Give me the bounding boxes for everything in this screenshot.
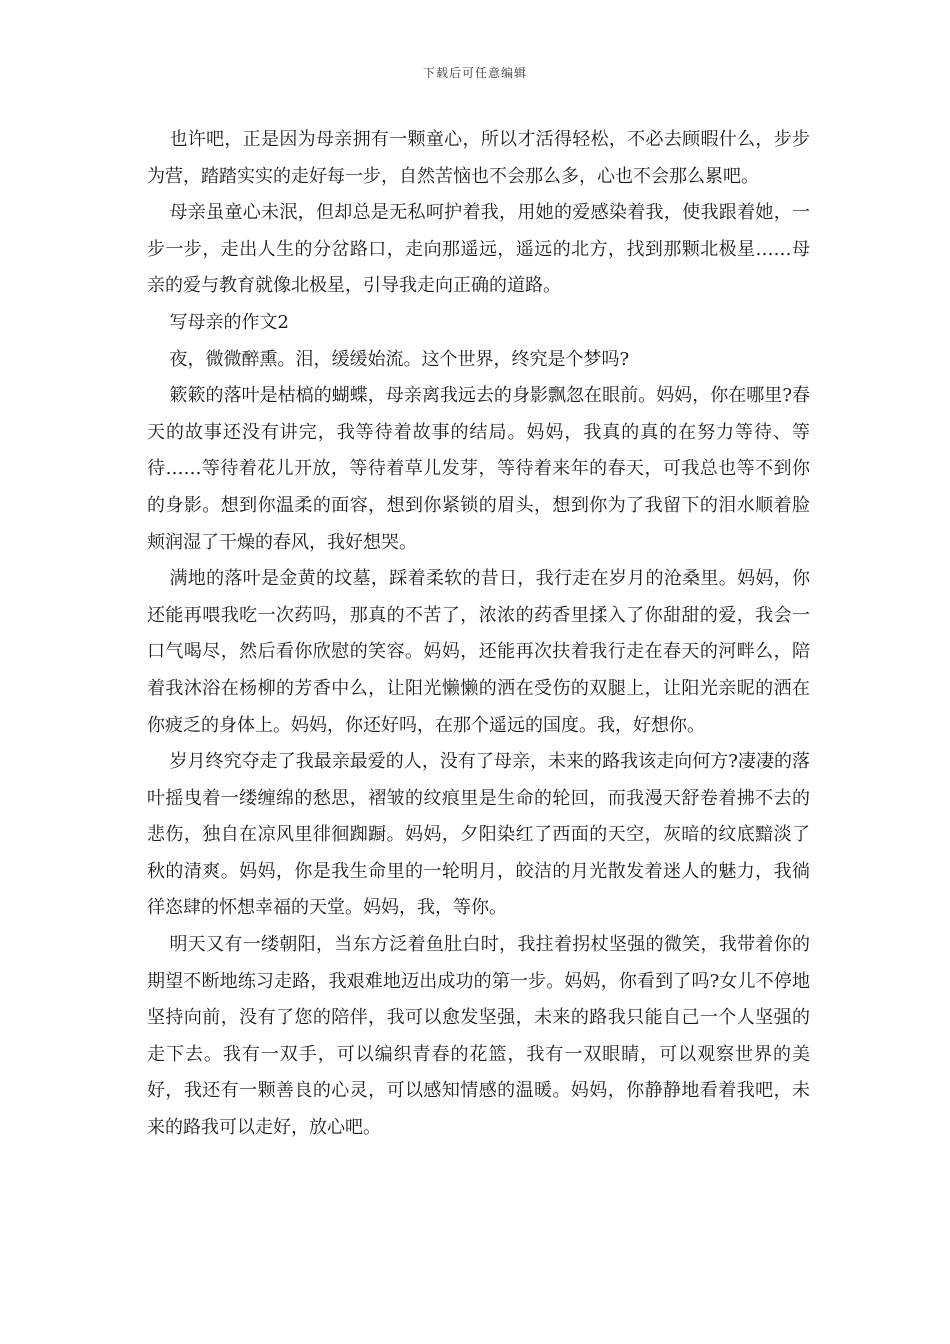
paragraph-7: 明天又有一缕朝阳，当东方泛着鱼肚白时，我拄着拐杖坚强的微笑，我带着你的期望不断地练习走路，我艰难地迈出成功的第一步。妈妈，你看到了吗?女儿不停地坚持向前，没有了您的陪伴，我可以愈发坚强，未来的路我只能自己一个人坚强的走下去。我有一双手，可以编织青春的花篮，我有一双眼睛，可以观察世界的美好，我还有一颗善良的心灵，可以感知情感的温暖。妈妈，你静静地看着我吧，未来的路我可以走好，放心吧。	[147, 934, 810, 1139]
paragraph-6: 岁月终究夺走了我最亲最爱的人，没有了母亲，未来的路我该走向何方?凄凄的落叶摇曳着一缕缠绵的愁思，褶皱的纹痕里是生命的轮回，而我漫天舒卷着拂不去的悲伤，独自在凉风里徘徊踟蹰。妈妈，夕阳染红了西面的天空，灰暗的纹底黯淡了秋的清爽。妈妈，你是我生命里的一轮明月，皎洁的月光散发着迷人的魅力，我徜徉恣肆的怀想幸福的天堂。妈妈，我，等你。	[147, 751, 810, 919]
page-header: 下载后可任意编辑	[422, 66, 527, 80]
section-title: 写母亲的作文2	[169, 311, 289, 333]
document-body	[147, 122, 810, 1147]
paragraph-1: 也许吧，正是因为母亲拥有一颗童心，所以才活得轻松，不必去顾暇什么，步步为营，踏踏实实的走好每一步，自然苦恼也不会那么多，心也不会那么累吧。	[147, 129, 810, 187]
paragraph-3: 夜，微微醉熏。泪，缓缓始流。这个世界，终究是个梦吗?	[169, 348, 630, 370]
paragraph-5: 满地的落叶是金黄的坟墓，踩着柔软的昔日，我行走在岁月的沧桑里。妈妈，你还能再喂我吃一次药吗，那真的不苦了，浓浓的药香里揉入了你甜甜的爱，我会一口气喝尽，然后看你欣慰的笑容。妈妈，还能再次扶着我行走在春天的河畔么，陪着我沐浴在杨柳的芳香中么，让阳光懒懒的洒在受伤的双腿上，让阳光亲昵的洒在你疲乏的身体上。妈妈，你还好吗，在那个遥远的国度。我，好想你。	[147, 568, 810, 736]
paragraph-4: 簌簌的落叶是枯槁的蝴蝶，母亲离我远去的身影飘忽在眼前。妈妈，你在哪里?春天的故事还没有讲完，我等待着故事的结局。妈妈，我真的真的在努力等待、等待……等待着花儿开放，等待着草儿发芽，等待着来年的春天，可我总也等不到你的身影。想到你温柔的面容，想到你紧锁的眉头，想到你为了我留下的泪水顺着脸颊润湿了干燥的春风，我好想哭。	[147, 385, 810, 553]
paragraph-2: 母亲虽童心未泯，但却总是无私呵护着我，用她的爱感染着我，使我跟着她，一步一步，走出人生的分岔路口，走向那遥远，遥远的北方，找到那颗北极星……母亲的爱与教育就像北极星，引导我走向正确的道路。	[147, 202, 810, 297]
